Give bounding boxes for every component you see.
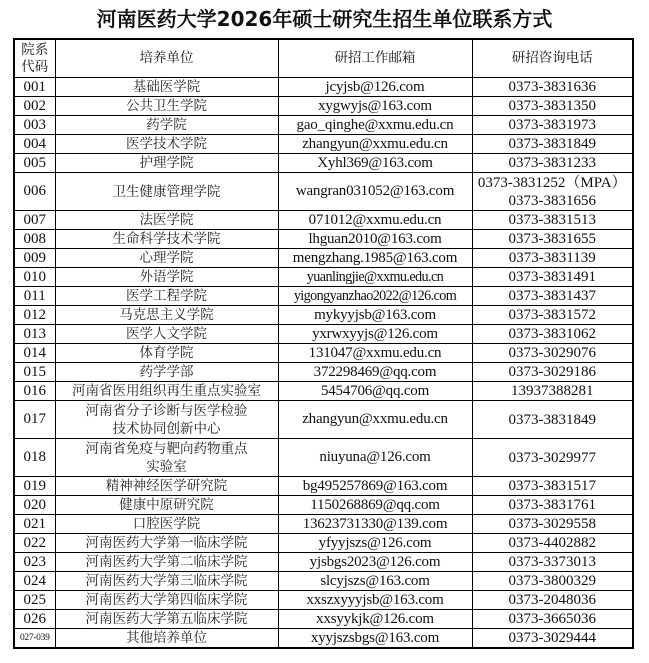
table-row <box>14 78 633 97</box>
cell-code: 016 <box>14 382 55 401</box>
unit-name-line: 法医学院 <box>139 212 194 228</box>
cell-phone <box>472 515 633 534</box>
unit-name-line: 其他培养单位 <box>126 630 207 646</box>
cell-unit <box>55 287 278 306</box>
cell-phone <box>472 287 633 306</box>
cell-email: xyyjszsbgs@163.com <box>278 629 472 649</box>
phone-number-line: 0373-3373013 <box>508 554 596 570</box>
phone-number-line: 0373-3831761 <box>508 497 596 513</box>
phone-number-line: 0373-3831252（MPA） <box>477 174 627 191</box>
table-row <box>14 553 633 572</box>
table-body <box>14 78 633 649</box>
phone-number-line: 0373-3831572 <box>508 307 596 323</box>
phone-number-line: 0373-3029186 <box>508 364 596 380</box>
cell-code: 017 <box>14 401 55 439</box>
cell-code: 027-039 <box>14 629 55 649</box>
cell-phone <box>472 249 633 268</box>
cell-email: yjsbgs2023@126.com <box>278 553 472 572</box>
cell-unit <box>55 135 278 154</box>
cell-code: 008 <box>14 230 55 249</box>
contacts-table <box>13 38 634 649</box>
cell-email: xxszxyyyjsb@163.com <box>278 591 472 610</box>
column-header-email: 研招工作邮箱 <box>278 39 472 78</box>
unit-name-line: 河南医药大学第一临床学院 <box>85 535 248 551</box>
cell-code: 014 <box>14 344 55 363</box>
phone-number-line: 0373-3029076 <box>508 345 596 361</box>
cell-code: 009 <box>14 249 55 268</box>
cell-phone <box>472 97 633 116</box>
cell-email: lhguan2010@163.com <box>278 230 472 249</box>
cell-phone <box>472 306 633 325</box>
code-header-line2: 代码 <box>21 58 49 75</box>
cell-code: 001 <box>14 78 55 97</box>
phone-number-line: 0373-3831233 <box>508 155 596 171</box>
cell-unit <box>55 173 278 211</box>
table-row <box>14 534 633 553</box>
unit-name-line: 精神神经医学研究院 <box>105 478 228 494</box>
phone-number-line: 0373-3831849 <box>508 411 596 428</box>
table-row <box>14 211 633 230</box>
cell-email: zhangyun@xxmu.edu.cn <box>278 401 472 439</box>
cell-code: 026 <box>14 610 55 629</box>
table-row <box>14 591 633 610</box>
cell-code: 025 <box>14 591 55 610</box>
cell-unit <box>55 496 278 515</box>
cell-unit <box>55 515 278 534</box>
table-row <box>14 382 633 401</box>
unit-name-line: 心理学院 <box>139 250 194 266</box>
unit-name-line: 外语学院 <box>139 269 194 285</box>
unit-name-line: 技术协同创新中心 <box>112 420 221 437</box>
cell-unit <box>55 382 278 401</box>
cell-unit <box>55 610 278 629</box>
cell-email: gao_qinghe@xxmu.edu.cn <box>278 116 472 135</box>
unit-name-line: 医学人文学院 <box>126 326 207 342</box>
cell-code: 024 <box>14 572 55 591</box>
cell-unit <box>55 553 278 572</box>
cell-email: 13623731330@139.com <box>278 515 472 534</box>
cell-unit <box>55 534 278 553</box>
phone-number-line: 0373-3831973 <box>508 117 596 133</box>
cell-email: wangran031052@163.com <box>278 173 472 211</box>
cell-unit <box>55 344 278 363</box>
unit-name-line: 公共卫生学院 <box>126 98 207 114</box>
cell-unit <box>55 439 278 477</box>
cell-email: 071012@xxmu.edu.cn <box>278 211 472 230</box>
cell-phone <box>472 154 633 173</box>
table-row <box>14 629 633 649</box>
phone-number-line: 0373-3831437 <box>508 288 596 304</box>
cell-email: 5454706@qq.com <box>278 382 472 401</box>
cell-code: 020 <box>14 496 55 515</box>
column-header-phone: 研招咨询电话 <box>472 39 633 78</box>
cell-phone <box>472 382 633 401</box>
phone-number-line: 0373-3831062 <box>508 326 596 342</box>
cell-email: mengzhang.1985@163.com <box>278 249 472 268</box>
unit-name-line: 河南医药大学第四临床学院 <box>85 592 248 608</box>
cell-unit <box>55 230 278 249</box>
unit-name-line: 健康中原研究院 <box>119 497 214 513</box>
unit-name-line: 口腔医学院 <box>132 516 201 532</box>
cell-code: 023 <box>14 553 55 572</box>
phone-number-line: 0373-3831636 <box>508 79 596 95</box>
table-header-row <box>14 39 633 78</box>
table-row <box>14 401 633 439</box>
cell-unit <box>55 363 278 382</box>
column-header-unit: 培养单位 <box>55 39 278 78</box>
cell-unit <box>55 154 278 173</box>
phone-number-line: 0373-3665036 <box>508 611 596 627</box>
table-row <box>14 610 633 629</box>
table-row <box>14 439 633 477</box>
cell-email: yxrwxyyjs@126.com <box>278 325 472 344</box>
cell-email: 372298469@qq.com <box>278 363 472 382</box>
phone-number-line: 0373-3800329 <box>508 573 596 589</box>
cell-unit <box>55 325 278 344</box>
phone-number-line: 0373-3831491 <box>508 269 596 285</box>
cell-phone <box>472 173 633 211</box>
cell-code: 006 <box>14 173 55 211</box>
cell-email: zhangyun@xxmu.edu.cn <box>278 135 472 154</box>
table-row <box>14 572 633 591</box>
unit-name-line: 体育学院 <box>139 345 194 361</box>
cell-code: 013 <box>14 325 55 344</box>
phone-number-line: 0373-4402882 <box>508 535 596 551</box>
cell-code: 005 <box>14 154 55 173</box>
cell-unit <box>55 401 278 439</box>
unit-name-line: 河南省免疫与靶向药物重点 <box>85 440 248 457</box>
unit-name-line: 实验室 <box>146 458 187 475</box>
table-row <box>14 515 633 534</box>
table-row <box>14 363 633 382</box>
table-row <box>14 496 633 515</box>
cell-code: 022 <box>14 534 55 553</box>
cell-unit <box>55 97 278 116</box>
cell-code: 021 <box>14 515 55 534</box>
cell-phone <box>472 477 633 496</box>
cell-phone <box>472 401 633 439</box>
cell-unit <box>55 211 278 230</box>
unit-name-line: 河南医药大学第二临床学院 <box>85 554 248 570</box>
cell-code: 018 <box>14 439 55 477</box>
cell-email: yigongyanzhao2022@126.com <box>278 287 472 306</box>
cell-email: xygwyjs@163.com <box>278 97 472 116</box>
cell-unit <box>55 629 278 649</box>
cell-phone <box>472 439 633 477</box>
cell-phone <box>472 591 633 610</box>
cell-email: Xyhl369@163.com <box>278 154 472 173</box>
cell-email: xxsyykjk@126.com <box>278 610 472 629</box>
table-row <box>14 249 633 268</box>
table-row <box>14 268 633 287</box>
cell-phone <box>472 496 633 515</box>
cell-phone <box>472 534 633 553</box>
cell-email: bg495257869@163.com <box>278 477 472 496</box>
cell-phone <box>472 553 633 572</box>
cell-email: 131047@xxmu.edu.cn <box>278 344 472 363</box>
cell-phone <box>472 135 633 154</box>
table-row <box>14 135 633 154</box>
cell-code: 010 <box>14 268 55 287</box>
cell-email: 1150268869@qq.com <box>278 496 472 515</box>
table-row <box>14 325 633 344</box>
cell-unit <box>55 268 278 287</box>
cell-code: 007 <box>14 211 55 230</box>
phone-number-line: 13937388281 <box>511 383 594 399</box>
phone-number-line: 0373-3029444 <box>508 630 596 646</box>
code-header-line1: 院系 <box>21 41 49 58</box>
cell-phone <box>472 268 633 287</box>
cell-phone <box>472 363 633 382</box>
cell-phone <box>472 211 633 230</box>
table-row <box>14 477 633 496</box>
table-row <box>14 173 633 211</box>
cell-code: 011 <box>14 287 55 306</box>
cell-phone <box>472 629 633 649</box>
cell-code: 012 <box>14 306 55 325</box>
unit-name-line: 医学技术学院 <box>126 136 207 152</box>
phone-number-line: 0373-3029558 <box>508 516 596 532</box>
unit-name-line: 药学院 <box>146 117 187 133</box>
cell-code: 003 <box>14 116 55 135</box>
cell-email: jcyjsb@126.com <box>278 78 472 97</box>
unit-name-line: 生命科学技术学院 <box>112 231 221 247</box>
unit-name-line: 医学工程学院 <box>126 288 207 304</box>
cell-code: 019 <box>14 477 55 496</box>
unit-name-line: 河南省医用组织再生重点实验室 <box>72 383 261 399</box>
unit-name-line: 河南医药大学第五临床学院 <box>85 611 248 627</box>
unit-name-line: 卫生健康管理学院 <box>112 183 221 200</box>
table-row <box>14 230 633 249</box>
cell-email: slcyjszs@163.com <box>278 572 472 591</box>
unit-name-line: 河南省分子诊断与医学检验 <box>85 402 248 419</box>
cell-email: niuyuna@126.com <box>278 439 472 477</box>
phone-number-line: 0373-3831513 <box>508 212 596 228</box>
cell-email: yuanlingjie@xxmu.edu.cn <box>278 268 472 287</box>
cell-code: 002 <box>14 97 55 116</box>
table-row <box>14 344 633 363</box>
table-row <box>14 116 633 135</box>
cell-email: mykyyjsb@163.com <box>278 306 472 325</box>
cell-code: 004 <box>14 135 55 154</box>
phone-number-line: 0373-3831655 <box>508 231 596 247</box>
unit-name-line: 马克思主义学院 <box>119 307 214 323</box>
cell-email: yfyyjszs@126.com <box>278 534 472 553</box>
phone-number-line: 0373-3831139 <box>508 250 596 266</box>
unit-name-line: 河南医药大学第三临床学院 <box>85 573 248 589</box>
cell-unit <box>55 477 278 496</box>
cell-code: 015 <box>14 363 55 382</box>
unit-name-line: 药学学部 <box>139 364 194 380</box>
column-header-code <box>14 39 55 78</box>
cell-phone <box>472 230 633 249</box>
cell-unit <box>55 249 278 268</box>
cell-unit <box>55 591 278 610</box>
cell-unit <box>55 572 278 591</box>
phone-number-line: 0373-2048036 <box>508 592 596 608</box>
table-row <box>14 154 633 173</box>
unit-name-line: 护理学院 <box>139 155 194 171</box>
phone-number-line: 0373-3029977 <box>508 449 596 466</box>
cell-phone <box>472 325 633 344</box>
cell-phone <box>472 610 633 629</box>
cell-phone <box>472 78 633 97</box>
cell-phone <box>472 572 633 591</box>
cell-phone <box>472 116 633 135</box>
table-row <box>14 306 633 325</box>
cell-unit <box>55 78 278 97</box>
unit-name-line: 基础医学院 <box>132 79 201 95</box>
phone-number-line: 0373-3831517 <box>508 478 596 494</box>
cell-phone <box>472 344 633 363</box>
table-row <box>14 287 633 306</box>
phone-number-line: 0373-3831656 <box>508 192 596 209</box>
cell-unit <box>55 116 278 135</box>
page-title: 河南医药大学2026年硕士研究生招生单位联系方式 <box>96 7 553 31</box>
cell-unit <box>55 306 278 325</box>
phone-number-line: 0373-3831350 <box>508 98 596 114</box>
table-row <box>14 97 633 116</box>
phone-number-line: 0373-3831849 <box>508 136 596 152</box>
